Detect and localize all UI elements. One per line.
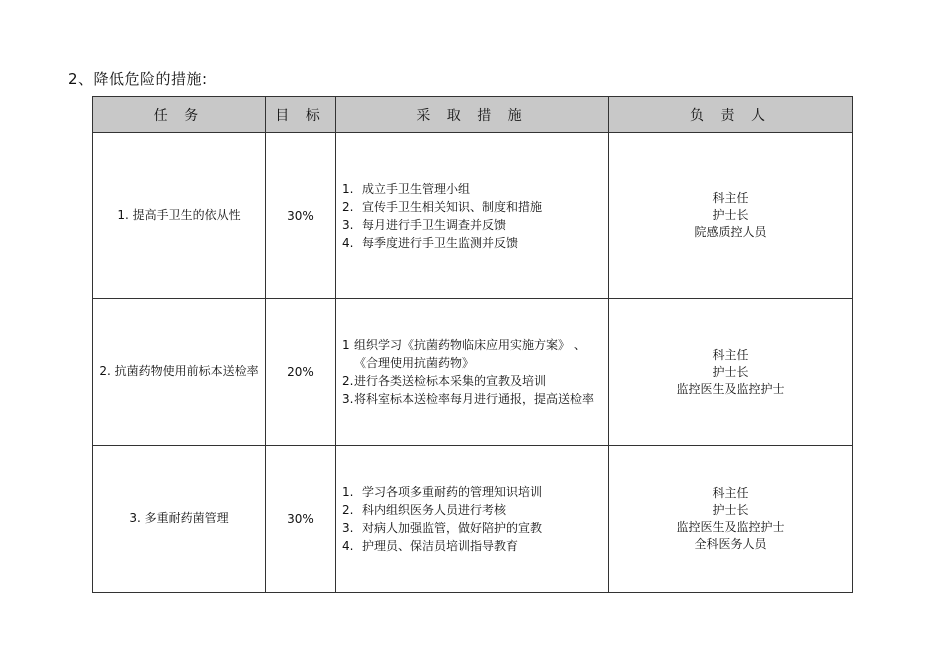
list-item: [342, 180, 602, 198]
list-item: [342, 537, 602, 555]
item-text: 科内组织医务人员进行考核: [362, 503, 507, 517]
measures-list: [342, 483, 602, 555]
responsible-item: 护士长: [712, 208, 749, 222]
measures-cell: [336, 133, 609, 299]
list-item: [342, 234, 602, 252]
item-number: 3.: [342, 217, 354, 232]
responsible-cell: [609, 133, 853, 299]
responsible-item: 护士长: [712, 364, 749, 379]
item-text: 将科室标本送检率每月进行通报，提高送检率: [354, 392, 595, 406]
task-cell: 1. 提高手卫生的依从性: [93, 133, 266, 299]
responsible-item: 科主任: [712, 486, 749, 500]
item-text: 每月进行手卫生调查并反馈: [362, 217, 507, 232]
target-cell: 30%: [266, 446, 336, 593]
header-responsible: 负 责 人: [609, 97, 853, 133]
table-row: [93, 299, 853, 446]
list-item: [342, 372, 602, 390]
item-number: 1.: [342, 181, 354, 196]
measures-list: [342, 336, 602, 408]
item-text: 护理员、保洁员培训指导教育: [362, 539, 519, 553]
item-text: 对病人加强监管，做好陪护的宣教: [362, 521, 543, 535]
responsible-item: 监控医生及监控护士: [676, 381, 785, 396]
measures-list: [342, 180, 602, 252]
risk-measures-table: [92, 96, 853, 593]
item-number: 3.: [342, 392, 354, 406]
task-cell: 2. 抗菌药物使用前标本送检率: [93, 299, 266, 446]
measures-cell: [336, 446, 609, 593]
responsible-cell: [609, 446, 853, 593]
responsible-item: 监控医生及监控护士: [676, 520, 785, 534]
measures-cell: [336, 299, 609, 446]
list-item: [342, 483, 602, 501]
header-task: 任 务: [93, 97, 266, 133]
header-target: 目 标: [266, 97, 336, 133]
item-text: 学习各项多重耐药的管理知识培训: [362, 485, 543, 499]
item-text: 每季度进行手卫生监测并反馈: [362, 235, 519, 250]
responsible-item: 科主任: [712, 191, 749, 205]
item-text: 成立手卫生管理小组: [362, 181, 471, 196]
item-text: 宣传手卫生相关知识、制度和措施: [362, 199, 543, 214]
item-text: 组织学习《抗菌药物临床应用实施方案》 、《合理使用抗菌药物》: [354, 338, 586, 370]
responsible-item: 院感质控人员: [694, 225, 767, 239]
responsible-item: 全科医务人员: [694, 537, 767, 551]
item-number: 2.: [342, 374, 354, 388]
task-cell: 3. 多重耐药菌管理: [93, 446, 266, 593]
section-title: 2、降低危险的措施:: [68, 70, 208, 88]
responsible-item: 科主任: [712, 347, 749, 362]
item-number: 4.: [342, 235, 354, 250]
target-cell: 30%: [266, 133, 336, 299]
header-measures: 采 取 措 施: [336, 97, 609, 133]
item-number: 1.: [342, 485, 354, 499]
table-header-row: [93, 97, 853, 133]
list-item: [342, 216, 602, 234]
list-item: [342, 198, 602, 216]
list-item: [342, 390, 602, 408]
item-number: 2.: [342, 199, 354, 214]
item-number: 2.: [342, 503, 354, 517]
item-number: 3.: [342, 521, 354, 535]
item-number: 4.: [342, 539, 354, 553]
responsible-cell: [609, 299, 853, 446]
table-row: [93, 446, 853, 593]
list-item: [342, 336, 602, 372]
list-item: [342, 519, 602, 537]
table-row: [93, 133, 853, 299]
target-cell: 20%: [266, 299, 336, 446]
list-item: [342, 501, 602, 519]
item-number: 1: [342, 338, 350, 352]
responsible-item: 护士长: [712, 503, 749, 517]
item-text: 进行各类送检标本采集的宣教及培训: [354, 374, 547, 388]
